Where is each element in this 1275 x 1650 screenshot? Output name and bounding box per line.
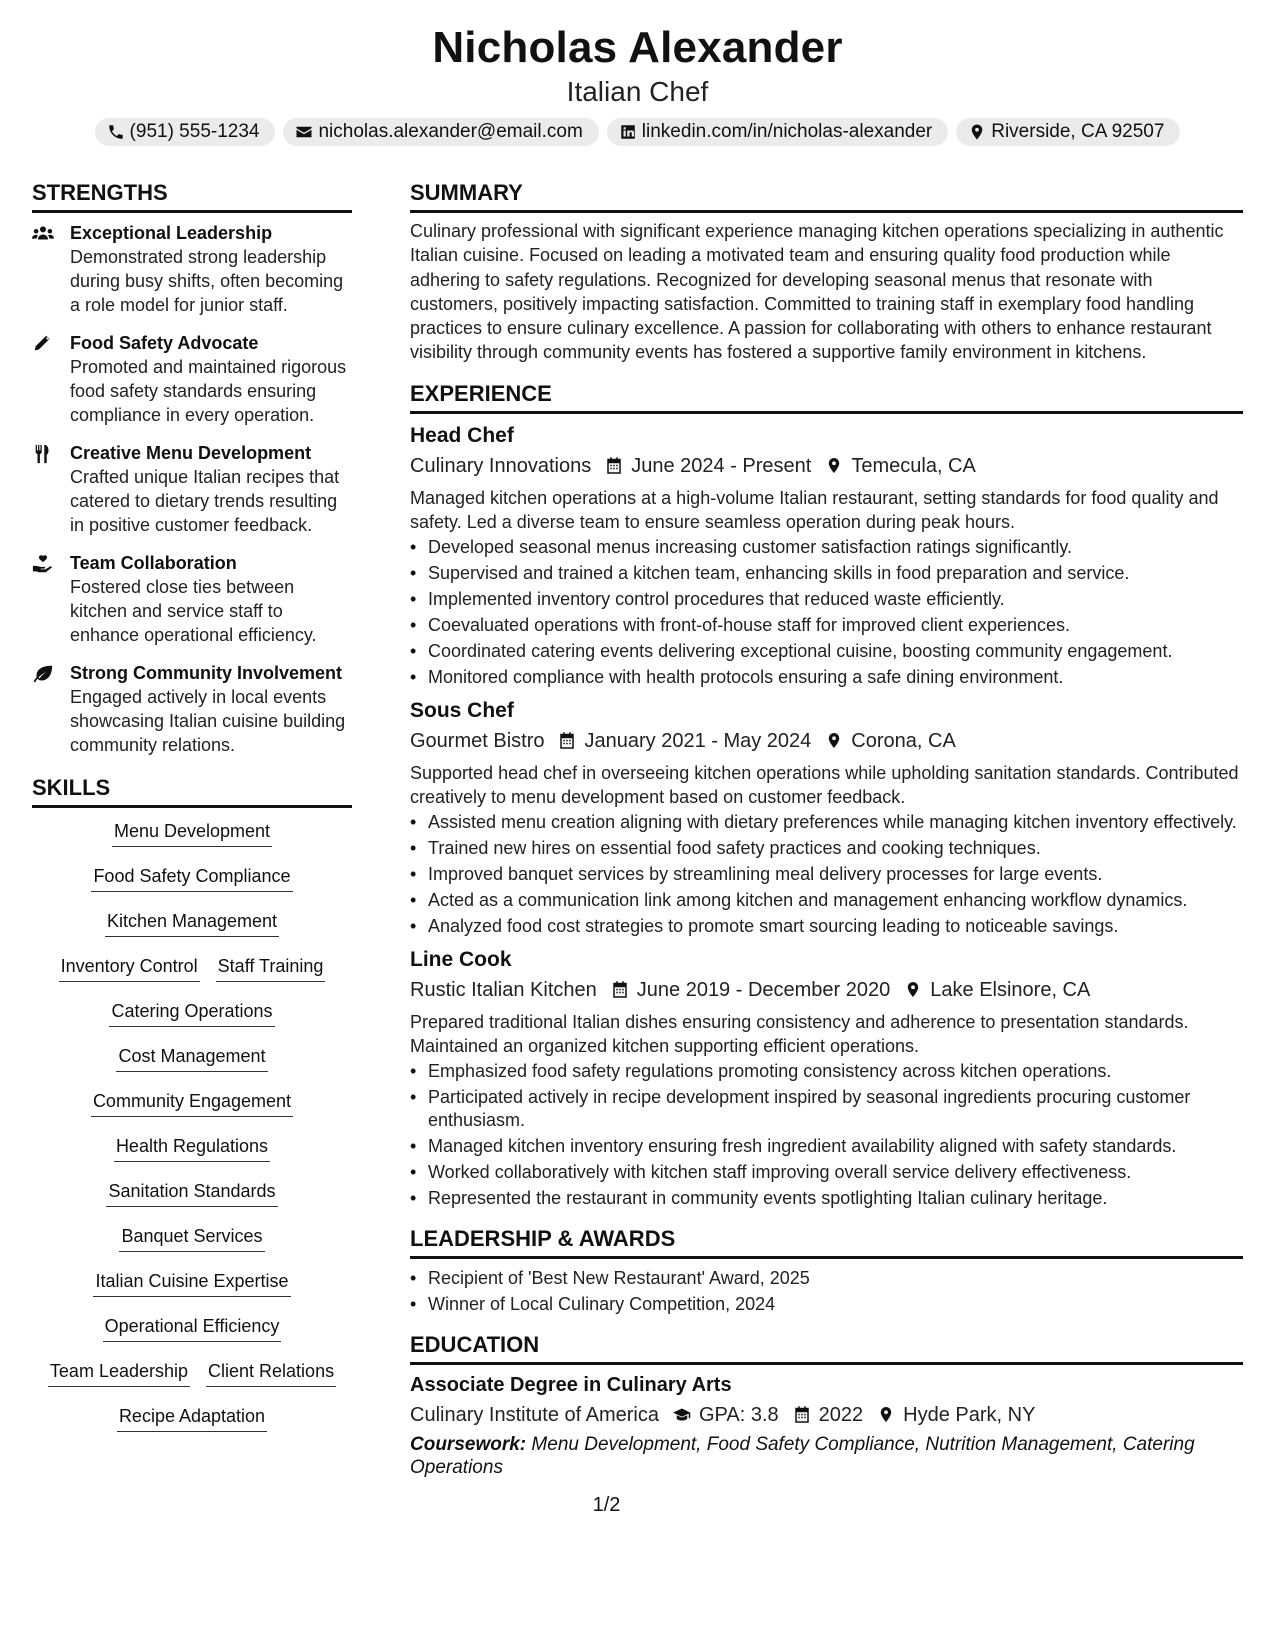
job-title: Line Cook — [410, 947, 512, 971]
strength-item — [32, 441, 352, 537]
skill-row — [32, 1178, 352, 1223]
job-description: Prepared traditional Italian dishes ensuring consistency and adherence to presentation standards. Maintained an organized kitchen supporting efficient operations. — [410, 1011, 1189, 1056]
gpa: GPA: 3.8 — [699, 1403, 779, 1426]
bullet-item: • Participated actively in recipe development inspired by seasonal ingredients procuring customer enthusiasm. — [410, 1086, 1243, 1132]
skill-tag: Menu Development — [112, 818, 272, 847]
right-column — [410, 180, 1243, 1479]
skill-row — [32, 863, 352, 908]
pencil-icon — [32, 334, 54, 354]
job-title: Head Chef — [410, 423, 514, 447]
calendar-icon — [793, 1405, 811, 1424]
education-meta — [410, 1401, 1243, 1429]
summary-text: Culinary professional with significant experience managing kitchen operations specializing in authentic Italian cuisine. Focused on leading a motivated team and ensuring quality food production while adhering to safety regulations. Recognized for developing seasonal menus that resonate with customers, positively impacting satisfaction. Committed to training staff in exemplary food handling practices to ensure culinary excellence. A passion for collaborating with others to enhance restaurant visibility through community events has fostered a supportive family environment in kitchens. — [410, 221, 1224, 363]
resume-header — [0, 0, 1275, 146]
map-pin-icon — [904, 980, 922, 999]
graduation-cap-icon — [673, 1405, 691, 1424]
skill-tag: Kitchen Management — [105, 908, 279, 937]
strength-desc: Promoted and maintained rigorous food safety standards ensuring compliance in every operation. — [70, 357, 347, 425]
skill-row — [32, 1268, 352, 1313]
hand-heart-icon — [32, 554, 54, 574]
awards-list — [410, 1267, 1243, 1316]
skill-row — [32, 998, 352, 1043]
skill-tag: Italian Cuisine Expertise — [93, 1268, 290, 1297]
resume-body — [32, 180, 1243, 1479]
bullet-item: • Acted as a communication link among kitchen and management enhancing workflow dynamics. — [410, 889, 1243, 912]
bullet-item: • Supervised and trained a kitchen team, enhancing skills in food preparation and service. — [410, 562, 1243, 585]
utensils-icon — [32, 444, 54, 464]
strength-title: Creative Menu Development — [70, 443, 312, 463]
job-company: Gourmet Bistro — [410, 729, 545, 752]
bullet-item: • Assisted menu creation aligning with dietary preferences while managing kitchen inventory effectively. — [410, 811, 1243, 834]
skill-row — [32, 1133, 352, 1178]
graduation-year: 2022 — [818, 1403, 864, 1426]
calendar-icon — [611, 980, 629, 999]
strength-desc: Crafted unique Italian recipes that catered to dietary trends resulting in positive customer feedback. — [70, 467, 340, 535]
bullet-item: • Developed seasonal menus increasing customer satisfaction ratings significantly. — [410, 536, 1243, 559]
phone-icon — [107, 123, 125, 141]
school-name: Culinary Institute of America — [410, 1403, 659, 1426]
map-pin-icon — [825, 456, 843, 475]
job-location: Temecula, CA — [851, 454, 976, 477]
strength-title: Food Safety Advocate — [70, 333, 259, 353]
job-dates: June 2019 - December 2020 — [636, 978, 891, 1001]
skill-tag: Food Safety Compliance — [91, 863, 292, 892]
strength-title: Team Collaboration — [70, 553, 237, 573]
bullet-item: • Trained new hires on essential food safety practices and cooking techniques. — [410, 837, 1243, 860]
strength-title: Strong Community Involvement — [70, 663, 343, 683]
bullet-item: • Analyzed food cost strategies to promote smart sourcing leading to noticeable savings. — [410, 915, 1243, 938]
job-entry — [410, 697, 1243, 938]
strength-item — [32, 221, 352, 317]
skill-row — [32, 1088, 352, 1133]
envelope-icon — [295, 123, 313, 141]
strength-desc: Engaged actively in local events showcasing Italian cuisine building community relations. — [70, 687, 346, 755]
skill-tag: Team Leadership — [48, 1358, 190, 1387]
job-bullets — [410, 1060, 1243, 1210]
contact-bar — [0, 118, 1275, 146]
contact-location — [956, 118, 1180, 146]
summary-heading: SUMMARY — [410, 180, 1243, 213]
skill-tag: Catering Operations — [109, 998, 274, 1027]
phone-text: (951) 555-1234 — [129, 121, 260, 142]
job-meta — [410, 976, 1243, 1004]
bullet-item: • Represented the restaurant in community events spotlighting Italian culinary heritage. — [410, 1187, 1243, 1210]
bullet-item: • Coordinated catering events delivering exceptional cuisine, boosting community engagement. — [410, 640, 1243, 663]
job-location: Corona, CA — [851, 729, 956, 752]
map-pin-icon — [825, 731, 843, 750]
strengths-heading: STRENGTHS — [32, 180, 352, 213]
skill-tag: Inventory Control — [59, 953, 200, 982]
bullet-item: • Monitored compliance with health protocols ensuring a safe dining environment. — [410, 666, 1243, 689]
left-column — [32, 180, 352, 1479]
skill-row — [32, 818, 352, 863]
strength-desc: Demonstrated strong leadership during busy shifts, often becoming a role model for junior staff. — [70, 247, 344, 315]
award-item: • Recipient of 'Best New Restaurant' Award, 2025 — [410, 1267, 1243, 1290]
school-location: Hyde Park, NY — [903, 1403, 1036, 1426]
skill-tag: Client Relations — [206, 1358, 336, 1387]
candidate-name: Nicholas Alexander — [432, 23, 843, 72]
education-heading: EDUCATION — [410, 1332, 1243, 1365]
skill-tag: Health Regulations — [114, 1133, 270, 1162]
job-bullets — [410, 811, 1243, 938]
skill-row — [32, 1358, 352, 1403]
bullet-item: • Improved banquet services by streamlining meal delivery processes for large events. — [410, 863, 1243, 886]
page-number: 1/2 — [592, 1494, 621, 1516]
job-company: Culinary Innovations — [410, 454, 592, 477]
skill-row — [32, 1043, 352, 1088]
linkedin-text: linkedin.com/in/nicholas-alexander — [641, 121, 933, 142]
job-company: Rustic Italian Kitchen — [410, 978, 597, 1001]
job-meta — [410, 727, 1243, 755]
awards-heading: LEADERSHIP & AWARDS — [410, 1226, 1243, 1259]
skill-row — [32, 1403, 352, 1448]
skills-heading: SKILLS — [32, 775, 352, 808]
bullet-item: • Managed kitchen inventory ensuring fresh ingredient availability aligned with safety standards. — [410, 1135, 1243, 1158]
coursework-list: Menu Development, Food Safety Compliance, Nutrition Management, Catering Operations — [410, 1433, 1195, 1478]
skill-row — [32, 953, 352, 998]
skill-tag: Community Engagement — [91, 1088, 293, 1117]
strength-item — [32, 551, 352, 647]
job-entry — [410, 946, 1243, 1210]
job-bullets — [410, 536, 1243, 689]
users-icon — [32, 224, 54, 244]
bullet-item: • Worked collaboratively with kitchen staff improving overall service delivery effectiveness. — [410, 1161, 1243, 1184]
email-text: nicholas.alexander@email.com — [318, 121, 583, 142]
skill-row — [32, 1313, 352, 1358]
location-text: Riverside, CA 92507 — [991, 121, 1165, 142]
job-description: Managed kitchen operations at a high-volume Italian restaurant, setting standards for food quality and safety. Led a diverse team to ensure seamless operation during peak hours. — [410, 487, 1219, 532]
coursework-label: Coursework: — [410, 1433, 527, 1455]
skill-tag: Sanitation Standards — [106, 1178, 277, 1207]
map-pin-icon — [968, 123, 986, 141]
leaf-icon — [32, 664, 54, 684]
strength-desc: Fostered close ties between kitchen and service staff to enhance operational efficiency. — [70, 577, 317, 645]
skill-tag: Operational Efficiency — [103, 1313, 282, 1342]
bullet-item: • Implemented inventory control procedures that reduced waste efficiently. — [410, 588, 1243, 611]
degree-title: Associate Degree in Culinary Arts — [410, 1373, 732, 1396]
job-description: Supported head chef in overseeing kitchen operations while upholding sanitation standards. Contributed creatively to menu development based on customer feedback. — [410, 762, 1239, 807]
skills-list — [32, 818, 352, 1448]
coursework — [410, 1433, 1243, 1479]
job-location: Lake Elsinore, CA — [930, 978, 1091, 1001]
candidate-title: Italian Chef — [566, 76, 709, 107]
calendar-icon — [605, 456, 623, 475]
experience-heading: EXPERIENCE — [410, 381, 1243, 414]
skill-row — [32, 908, 352, 953]
contact-linkedin[interactable] — [607, 118, 948, 146]
linkedin-icon — [619, 123, 637, 141]
strength-item — [32, 661, 352, 757]
job-dates: January 2021 - May 2024 — [584, 729, 812, 752]
award-item: • Winner of Local Culinary Competition, 2024 — [410, 1293, 1243, 1316]
skill-tag: Cost Management — [116, 1043, 267, 1072]
strength-title: Exceptional Leadership — [70, 223, 273, 243]
strengths-list — [32, 221, 352, 757]
calendar-icon — [558, 731, 576, 750]
strength-item — [32, 331, 352, 427]
job-meta — [410, 452, 1243, 480]
job-entry — [410, 422, 1243, 689]
bullet-item: • Coevaluated operations with front-of-house staff for improved client experiences. — [410, 614, 1243, 637]
skill-row — [32, 1223, 352, 1268]
map-pin-icon — [877, 1405, 895, 1424]
bullet-item: • Emphasized food safety regulations promoting consistency across kitchen operations. — [410, 1060, 1243, 1083]
skill-tag: Staff Training — [216, 953, 326, 982]
skill-tag: Banquet Services — [119, 1223, 264, 1252]
contact-phone[interactable] — [95, 118, 276, 146]
contact-email[interactable] — [283, 118, 598, 146]
job-dates: June 2024 - Present — [631, 454, 812, 477]
skill-tag: Recipe Adaptation — [117, 1403, 267, 1432]
job-title: Sous Chef — [410, 698, 514, 722]
